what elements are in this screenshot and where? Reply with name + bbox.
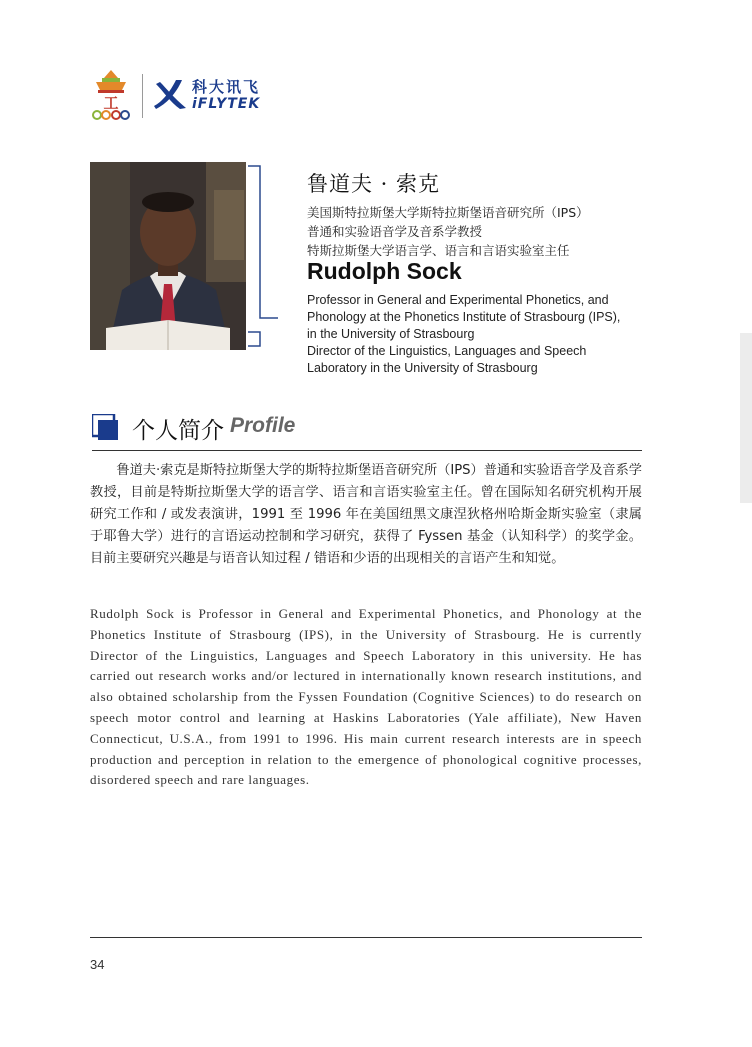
- profile-divider: [92, 450, 642, 451]
- bio-paragraph-en: Rudolph Sock is Professor in General and Experimental Phonetics, and Phonology at the Phonetics Institute of Strasbourg (IPS), in the University of Strasbourg. He is currently Director of the Linguistics, Languages and Speech Laboratory in this university. He has carried out research works and/or lectured in internationally known research institutions, and also obtained scholarship from the Fyssen Foundation (Cognitive Sciences) to do research on speech motor control and learning at Haskins Laboratories (Yale affiliate), New Haven Connecticut, U.S.A., from 1991 to 1996. His main current research interests are in speech production and perception in relation to the emergence of phonological cognitive processes, disordered speech and rare languages.: [90, 606, 642, 788]
- speaker-title-cn: 美国斯特拉斯堡大学斯特拉斯堡语音研究所（IPS）: [307, 205, 589, 220]
- speaker-title-en: Phonology at the Phonetics Institute of Strasbourg (IPS),: [307, 310, 621, 324]
- header-logos: [88, 68, 308, 122]
- partner-name-cn: 科大讯飞: [192, 78, 261, 96]
- svg-text:工: 工: [103, 94, 119, 112]
- page-number: 34: [90, 957, 105, 972]
- speaker-name-cn: 鲁道夫 · 索克: [307, 172, 441, 196]
- conference-logo-icon: [88, 68, 134, 122]
- speaker-title-cn: 特斯拉斯堡大学语言学、语言和言语实验室主任: [307, 243, 570, 258]
- speaker-title-en: Laboratory in the University of Strasbourg: [307, 361, 538, 375]
- side-tab: [740, 333, 752, 503]
- profile-heading-en: Profile: [230, 414, 296, 437]
- speaker-title-en: in the University of Strasbourg: [307, 327, 475, 341]
- speaker-title-en: Professor in General and Experimental Phonetics, and: [307, 293, 609, 307]
- footer-divider: [90, 937, 642, 938]
- iflytek-mark-icon: [152, 78, 188, 110]
- speaker-title-cn: 普通和实验语音学及音系学教授: [307, 224, 483, 239]
- profile-heading-cn: 个人简介: [132, 418, 224, 444]
- speaker-name-en: Rudolph Sock: [307, 258, 462, 284]
- logo-divider: [142, 74, 143, 118]
- bio-paragraph-cn: 鲁道夫·索克是斯特拉斯堡大学的斯特拉斯堡语音研究所（IPS）普通和实验语音学及音系学教授，目前是特斯拉斯堡大学的语言学、语言和言语实验室主任。曾在国际知名研究机构开展研究工作和 / 或发表演讲，1991 至 1996 年在美国纽黑文康涅狄格州哈斯金斯实验室（隶属于耶鲁大学）进行的言语运动控制和学习研究，获得了 Fyssen 基金（认知科学）的奖学金。目前主要研究兴趣是与语音认知过程 / 错语和少语的出现相关的言语产生和知觉。: [90, 463, 642, 566]
- speaker-photo-frame: [88, 160, 278, 360]
- speaker-photo: [88, 160, 278, 360]
- profile-heading: [92, 410, 642, 454]
- speaker-title-en: Director of the Linguistics, Languages and Speech: [307, 344, 587, 358]
- partner-name-en: iFLYTEK: [192, 96, 261, 112]
- profile-square-icon: [92, 414, 118, 440]
